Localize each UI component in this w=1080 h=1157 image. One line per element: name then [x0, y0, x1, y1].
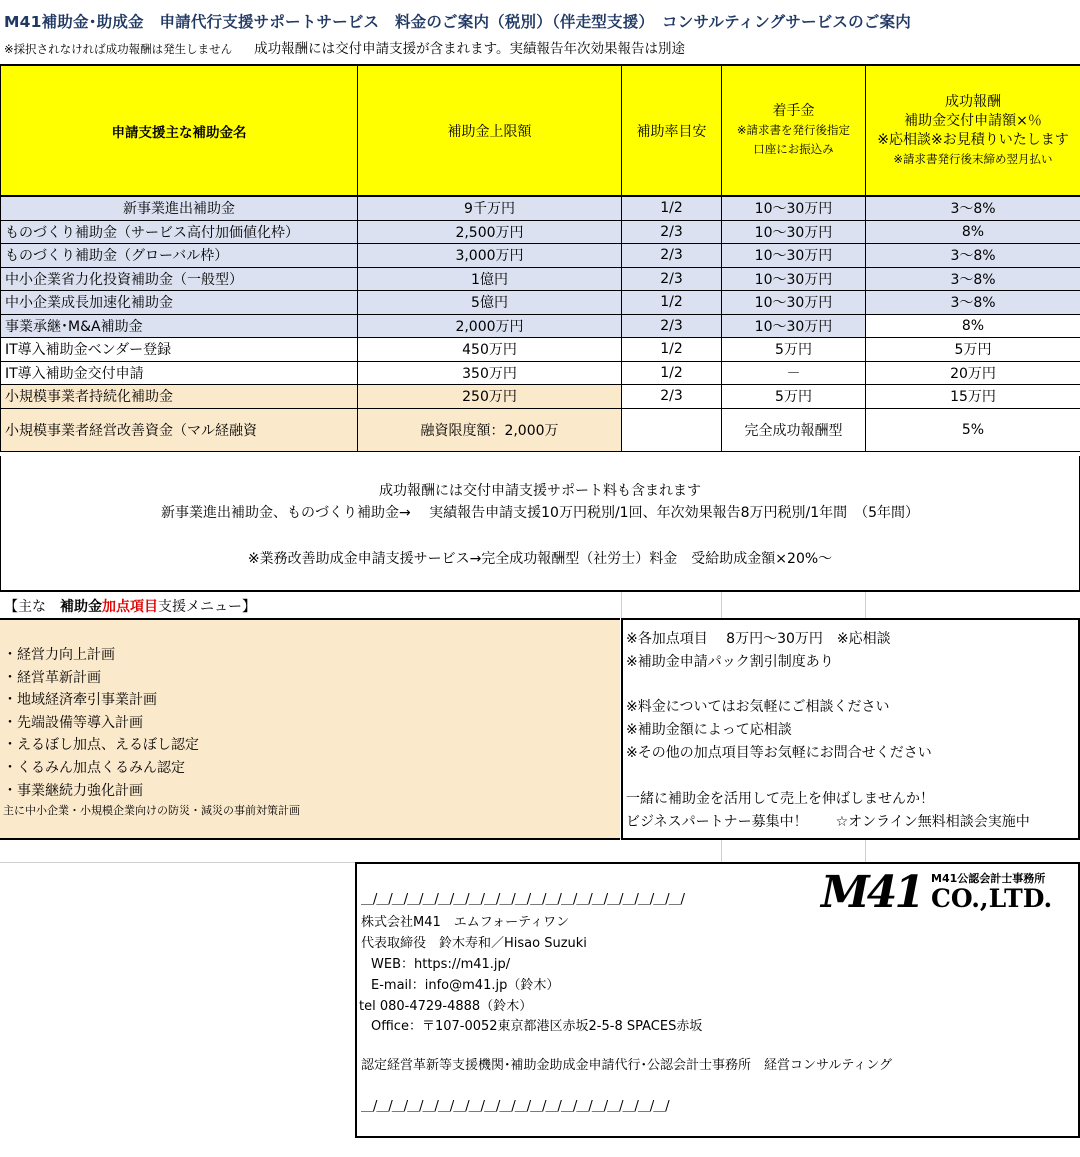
cell-name: 新事業進出補助金	[1, 196, 358, 220]
logo-firm-name: M41公認会計士事務所	[931, 872, 1046, 885]
success-fee-note: 成功報酬には交付申請支援が含まれます。実績報告年次効果報告は別途	[254, 41, 686, 57]
cell-upfront: 完全成功報酬型	[722, 408, 866, 451]
bonus-items-panel	[0, 618, 620, 840]
pricing-line: ※料金についてはお気軽にご相談ください	[626, 699, 890, 715]
table-row	[1, 361, 1080, 385]
header-success-fee	[866, 65, 1080, 196]
table-header-row	[1, 65, 1080, 196]
table-row	[1, 220, 1080, 244]
list-item: ・くるみん加点くるみん認定	[3, 759, 185, 776]
cell-upfront: 10～30万円	[722, 314, 866, 338]
company-cert: 認定経営革新等支援機関･補助金助成金申請代行･公認会計士事務所 経営コンサルティング	[361, 1058, 893, 1073]
cell-success: 5万円	[866, 338, 1080, 362]
table-row	[1, 408, 1080, 451]
grid-line	[865, 838, 866, 862]
deco-line: ＿/＿/＿/＿/＿/＿/＿/＿/＿/＿/＿/＿/＿/＿/＿/＿/＿/＿/＿/＿/	[361, 1099, 669, 1114]
cell-name: IT導入補助金ベンダー登録	[1, 338, 358, 362]
cell-success: 8%	[866, 220, 1080, 244]
cell-name: ものづくり補助金（サービス高付加価値化枠）	[1, 220, 358, 244]
header-note	[4, 37, 685, 57]
cell-limit: 350万円	[358, 361, 622, 385]
bonus-pricing-panel	[621, 618, 1080, 840]
list-item: ・経営力向上計画	[3, 647, 115, 663]
cell-upfront: 5万円	[722, 338, 866, 362]
company-email: E-mail：info@m41.jp（鈴木）	[371, 978, 560, 993]
cell-upfront: 10～30万円	[722, 220, 866, 244]
cell-rate: 2/3	[622, 220, 722, 244]
success-line-2: ※応相談※お見積りいたします	[877, 131, 1069, 148]
success-line-3: ※請求書発行後末締め翌月払い	[893, 151, 1053, 166]
grid-line	[865, 592, 866, 618]
cell-limit: 融資限度額：2,000万	[358, 408, 622, 451]
logo-co: CO.,LTD.	[931, 884, 1053, 913]
grid-line	[0, 862, 355, 863]
header-rate: 補助率目安	[622, 65, 722, 196]
deco-line: ＿/＿/＿/＿/＿/＿/＿/＿/＿/＿/＿/＿/＿/＿/＿/＿/＿/＿/＿/＿/＿/	[361, 892, 684, 907]
cell-success: 20万円	[866, 361, 1080, 385]
table-row	[1, 196, 1080, 220]
cell-rate: 1/2	[622, 361, 722, 385]
company-tel: tel 080-4729-4888（鈴木）	[359, 999, 533, 1014]
no-adoption-note: ※採択されなければ成功報酬は発生しません	[4, 42, 233, 56]
pricing-line: ※各加点項目 8万円～30万円 ※応相談	[626, 631, 891, 647]
cell-name: 小規模事業者持続化補助金	[1, 385, 358, 409]
cell-rate: 2/3	[622, 385, 722, 409]
table-row	[1, 385, 1080, 409]
pricing-line: 一緒に補助金を活用して売上を伸ばしませんか！	[626, 791, 934, 807]
notes-box	[0, 456, 1080, 592]
cell-name: 小規模事業者経営改善資金（マル経融資	[1, 408, 358, 451]
header-limit: 補助金上限額	[358, 65, 622, 196]
cell-name: ものづくり補助金（グローバル枠）	[1, 244, 358, 268]
table-row	[1, 291, 1080, 315]
cell-name: 中小企業成長加速化補助金	[1, 291, 358, 315]
grid-line	[721, 838, 722, 862]
pricing-line: ※補助金額によって応相談	[626, 722, 792, 738]
cell-success: 8%	[866, 314, 1080, 338]
grid-line	[621, 592, 622, 618]
table-row	[1, 267, 1080, 291]
cell-rate: 1/2	[622, 338, 722, 362]
note-line-1: 成功報酬には交付申請支援サポート料も含まれます	[379, 483, 701, 499]
cell-limit: 250万円	[358, 385, 622, 409]
success-title: 成功報酬	[945, 93, 1001, 110]
cell-success: 3～8%	[866, 196, 1080, 220]
company-logo	[821, 867, 1071, 918]
table-row	[1, 314, 1080, 338]
fee-table	[0, 64, 1080, 452]
cell-upfront: －	[722, 361, 866, 385]
bonus-items-list	[3, 644, 199, 802]
cell-limit: 1億円	[358, 267, 622, 291]
cell-success: 5%	[866, 408, 1080, 451]
pricing-line: ※補助金申請パック割引制度あり	[626, 654, 834, 670]
grid-line	[721, 592, 722, 618]
cell-limit: 5億円	[358, 291, 622, 315]
cell-name: 中小企業省力化投資補助金（一般型）	[1, 267, 358, 291]
cell-upfront: 10～30万円	[722, 196, 866, 220]
page-title: M41補助金･助成金 申請代行支援サポートサービス 料金のご案内（税別）（伴走型支援） コンサルティングサービスのご案内	[4, 13, 911, 31]
header-subsidy-name: 申請支援主な補助金名	[1, 65, 358, 196]
success-line-1: 補助金交付申請額×％	[904, 112, 1042, 129]
menu-title-highlight: 加点項目	[102, 599, 158, 615]
menu-title-prefix: 【主な	[4, 599, 60, 615]
logo-mark: M41	[821, 867, 922, 918]
cell-upfront: 10～30万円	[722, 291, 866, 315]
table-row	[1, 338, 1080, 362]
cell-success: 3～8%	[866, 267, 1080, 291]
upfront-title: 着手金	[772, 103, 815, 119]
menu-title	[4, 596, 256, 616]
company-ceo: 代表取締役 鈴木寿和／Hisao Suzuki	[361, 936, 587, 951]
cell-rate: 2/3	[622, 314, 722, 338]
list-item: ・えるぼし加点、えるぼし認定	[3, 737, 199, 754]
pricing-line: ※その他の加点項目等お気軽にお問合せください	[626, 745, 932, 761]
cell-limit: 9千万円	[358, 196, 622, 220]
cell-rate: 2/3	[622, 267, 722, 291]
cell-limit: 2,000万円	[358, 314, 622, 338]
cell-name: 事業承継･M&A補助金	[1, 314, 358, 338]
cell-success: 3～8%	[866, 244, 1080, 268]
company-info-box	[355, 862, 1080, 1138]
cell-upfront: 10～30万円	[722, 267, 866, 291]
note-line-3: ※業務改善助成金申請支援サービス→完全成功報酬型（社労士）料金 受給助成金額×20%～	[247, 551, 833, 567]
cell-success: 15万円	[866, 385, 1080, 409]
menu-title-bold: 補助金	[60, 599, 102, 615]
company-name: 株式会社M41 エムフォーティワン	[361, 915, 570, 930]
cell-rate: 1/2	[622, 196, 722, 220]
company-web: WEB：https://m41.jp/	[371, 957, 511, 972]
bonus-items-subnote: 主に中小企業・小規模企業向けの防災・減災の事前対策計画	[3, 804, 300, 817]
cell-rate: 2/3	[622, 244, 722, 268]
cell-rate	[622, 408, 722, 451]
table-row	[1, 244, 1080, 268]
cell-limit: 450万円	[358, 338, 622, 362]
cell-limit: 2,500万円	[358, 220, 622, 244]
upfront-note-1: ※請求書を発行後指定	[736, 123, 851, 137]
cell-upfront: 10～30万円	[722, 244, 866, 268]
cell-rate: 1/2	[622, 291, 722, 315]
header-upfront	[722, 65, 866, 196]
cell-name: IT導入補助金交付申請	[1, 361, 358, 385]
menu-title-suffix: 支援メニュー】	[158, 599, 256, 615]
upfront-note-2: 口座にお振込み	[753, 142, 834, 156]
company-office: Office：〒107-0052東京都港区赤坂2-5-8 SPACES赤坂	[371, 1019, 703, 1034]
cell-upfront: 5万円	[722, 385, 866, 409]
note-line-2: 新事業進出補助金、ものづくり補助金→ 実績報告申請支援10万円税別/1回、年次効果報告8万円税別/1年間 （5年間）	[160, 505, 920, 521]
list-item: ・事業継続力強化計画	[3, 782, 143, 799]
cell-limit: 3,000万円	[358, 244, 622, 268]
cell-success: 3～8%	[866, 291, 1080, 315]
list-item: ・地域経済牽引事業計画	[3, 692, 157, 709]
list-item: ・先端設備等導入計画	[3, 714, 143, 731]
pricing-line: ビジネスパートナー募集中！ ☆オンライン無料相談会実施中	[626, 814, 1030, 830]
list-item: ・経営革新計画	[3, 669, 101, 686]
